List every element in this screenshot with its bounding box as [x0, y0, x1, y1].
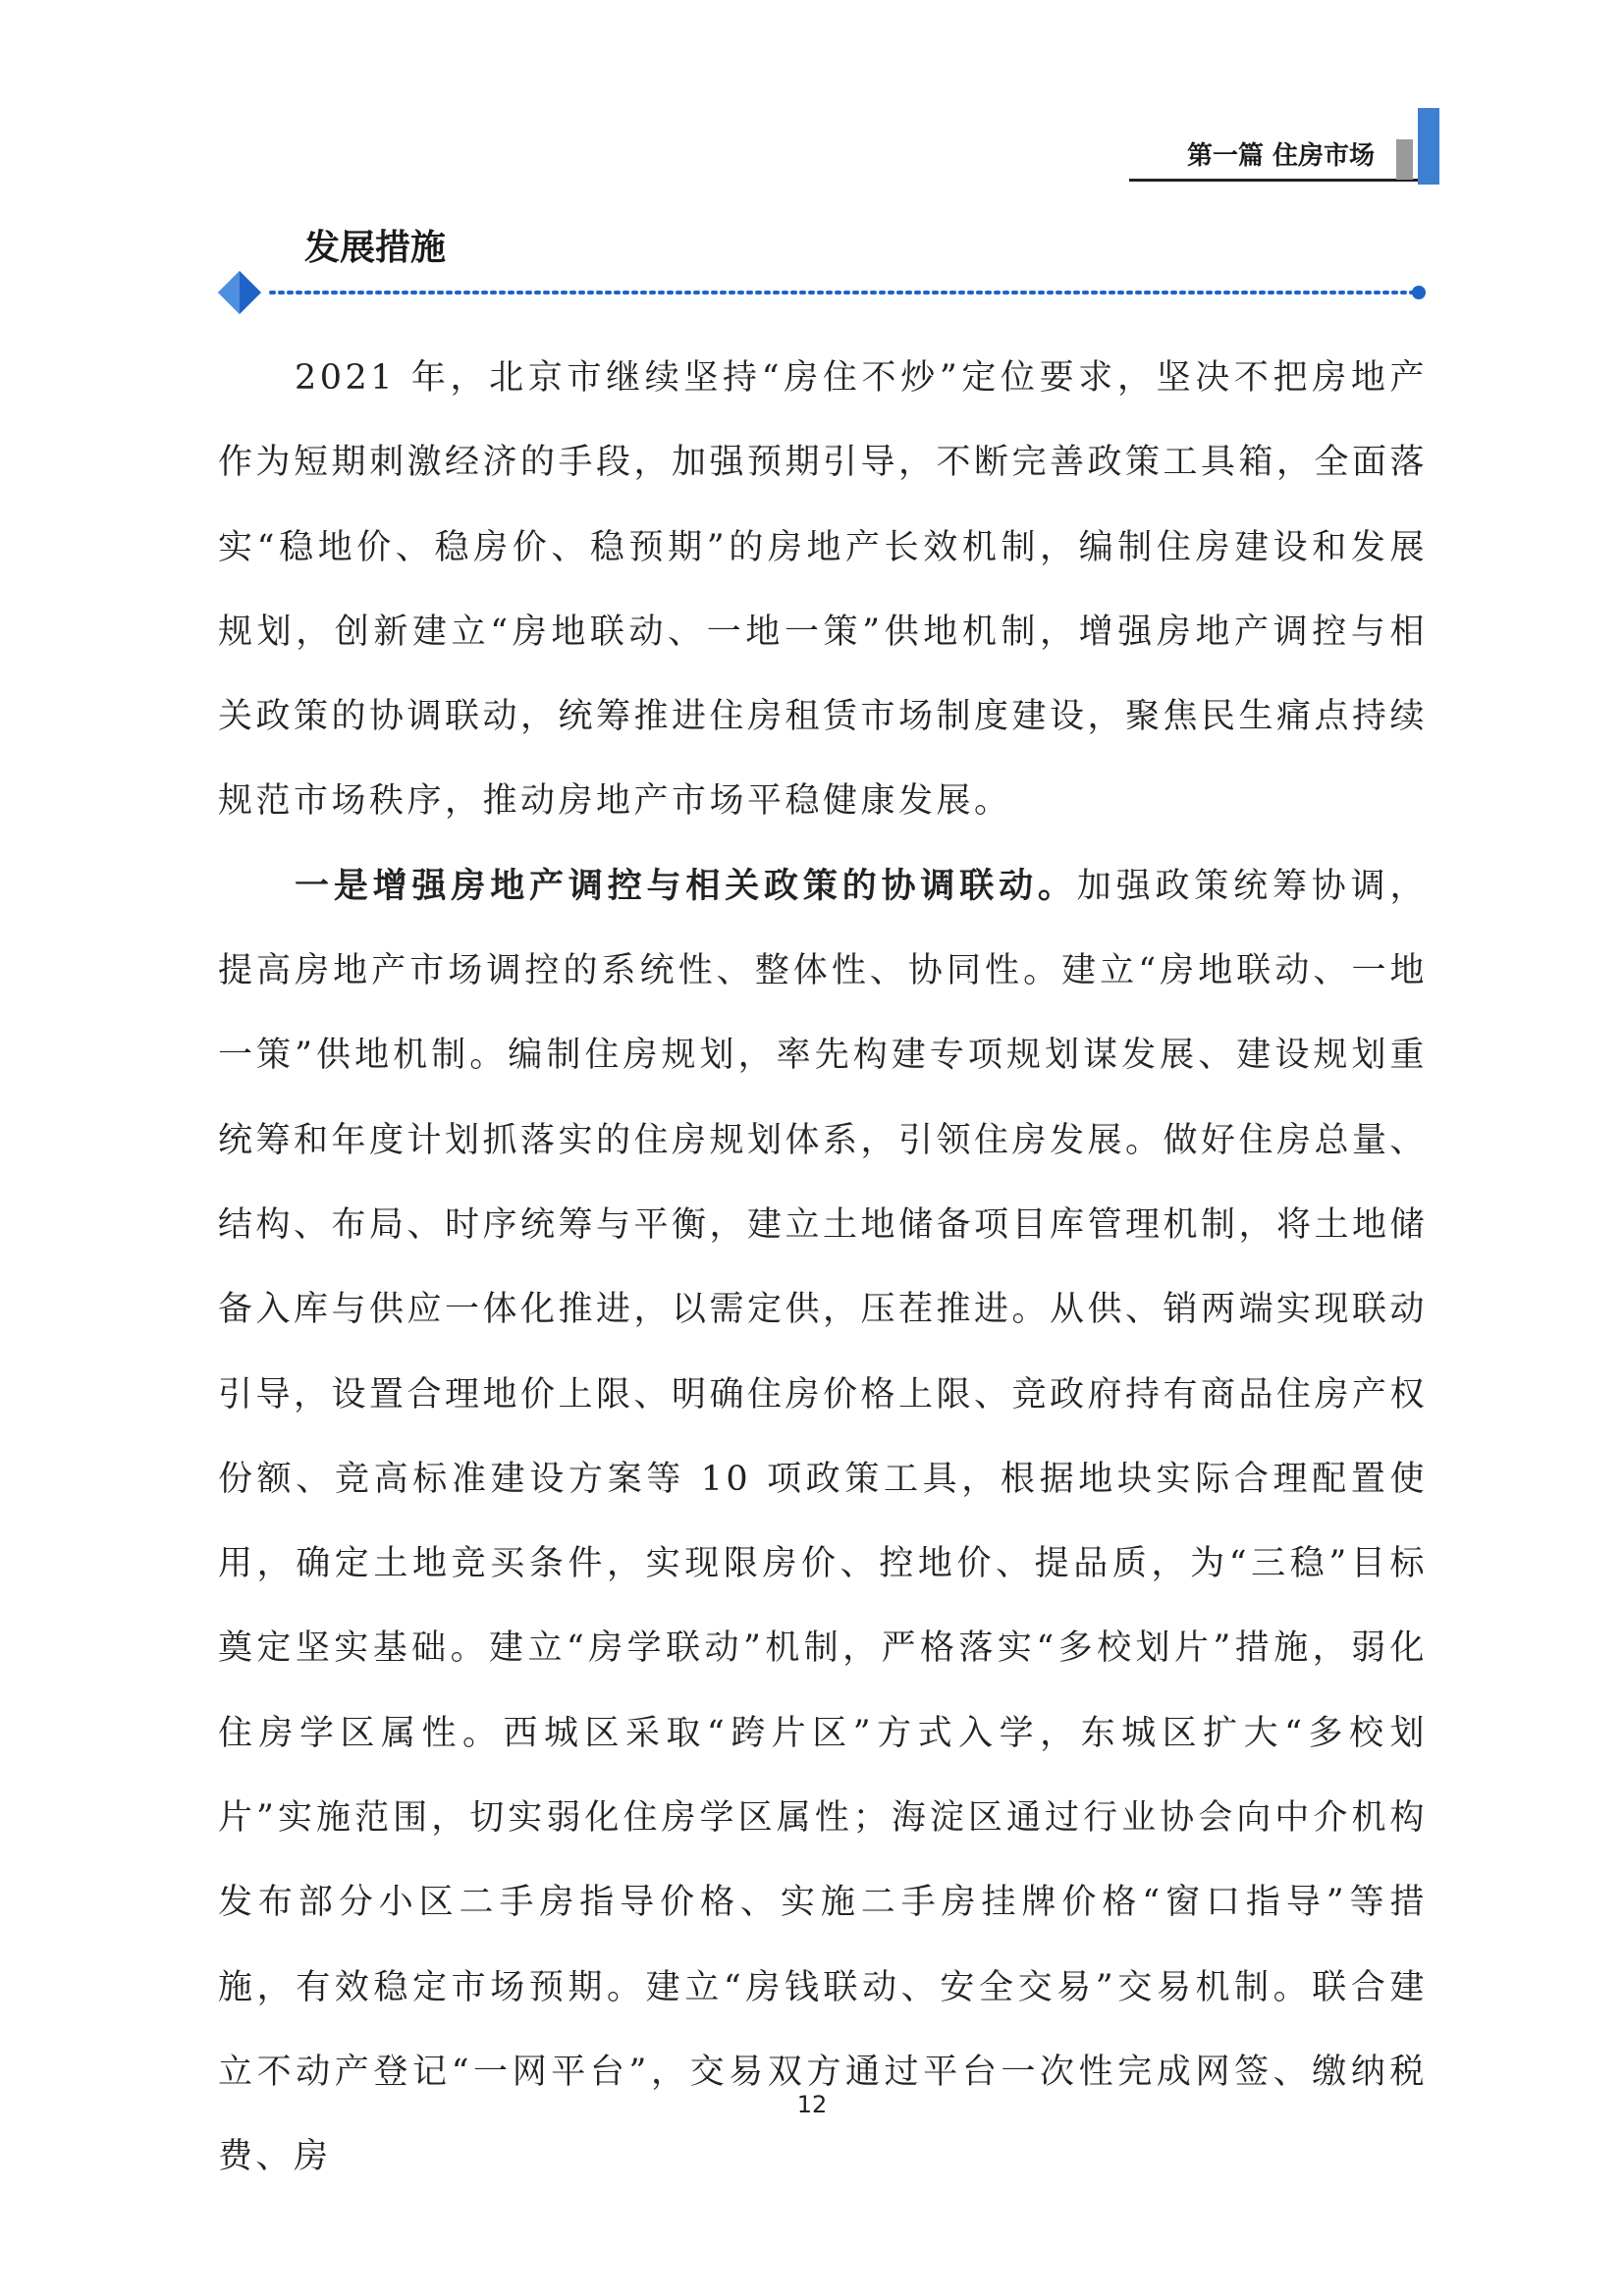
- header-blue-bar: [1418, 108, 1439, 185]
- paragraph-lead: 一是增强房地产调控与相关政策的协调联动。: [295, 865, 1077, 906]
- rule-end-dot: [1412, 286, 1426, 299]
- section-divider: [218, 268, 1428, 317]
- section-title: 发展措施: [304, 228, 447, 268]
- header-gray-bar: [1396, 139, 1413, 180]
- paragraph-intro: [218, 336, 1428, 844]
- page-header: [0, 108, 1624, 187]
- paragraph-text: 2021 年，北京市继续坚持“房住不炒”定位要求，坚决不把房地产作为短期刺激经济的手段，加强预期引导，不断完善政策工具箱，全面落实“稳地价、稳房价、稳预期”的房地产长效机制，编制住房建设和发展规划，创新建立“房地联动、一地一策”供地机制，增强房地产调控与相关政策的协调联动，统筹推进住房租赁市场制度建设，聚焦民生痛点持续规范市场秩序，推动房地产市场平稳健康发展。: [218, 358, 1429, 822]
- paragraph-measure-one: [218, 844, 1428, 2200]
- chapter-title: 第一篇 住房市场: [1186, 141, 1375, 171]
- page-number: 12: [796, 2091, 828, 2118]
- header-underline: [1129, 179, 1419, 182]
- paragraph-text: 加强政策统筹协调，提高房地产市场调控的系统性、整体性、协同性。建立“房地联动、一地一策”供地机制。编制住房规划，率先构建专项规划谋发展、建设规划重统筹和年度计划抓落实的住房规划体系，引领住房发展。做好住房总量、结构、布局、时序统筹与平衡，建立土地储备项目库管理机制，将土地储备入库与供应一体化推进，以需定供，压茬推进。从供、销两端实现联动引导，设置合理地价上限、明确住房价格上限、竞政府持有商品住房产权份额、竞高标准建设方案等 10 项政策工具，根据地块实际合理配置使用，确定土地竞买条件，实现限房价、控地价、提品质，为“三稳”目标奠定坚实基础。建立“房学联动”机制，严格落实“多校划片”措施，弱化住房学区属性。西城区采取“跨片区”方式入学，东城区扩大“多校划片”实施范围，切实弱化住房学区属性；海淀区通过行业协会向中介机构发布部分小区二手房指导价格、实施二手房挂牌价格“窗口指导”等措施，有效稳定市场预期。建立“房钱联动、安全交易”交易机制。联合建立不动产登记“一网平台”，交易双方通过平台一次性完成网签、缴纳税费、房: [218, 866, 1429, 2177]
- body-content: [218, 336, 1428, 2200]
